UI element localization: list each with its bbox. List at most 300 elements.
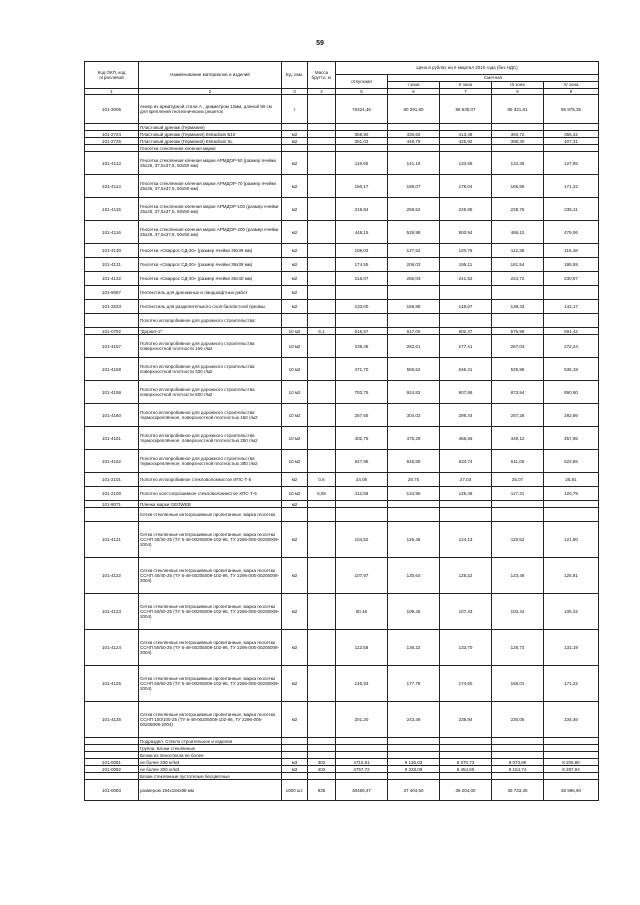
row-code: 101-4131 xyxy=(85,258,139,272)
row-code: 101-4158 xyxy=(85,358,139,381)
row-code xyxy=(85,508,139,522)
row-price-zone4 xyxy=(544,124,599,131)
row-price-zone3: 224,72 xyxy=(492,272,544,286)
row-mass xyxy=(308,145,336,152)
header-release: отпускная xyxy=(336,75,388,89)
table-row xyxy=(85,258,599,272)
row-name: Пластовый дренаж (Германия) Enkadrain B10 xyxy=(139,131,282,138)
row-code: 101-2725 xyxy=(85,138,139,145)
row-name: не более 200 кг/м3 xyxy=(139,759,282,766)
row-price-zone3: 873,94 xyxy=(492,381,544,404)
row-price-zone4: 171,22 xyxy=(544,175,599,198)
row-mass xyxy=(308,558,336,594)
row-price-zone3: 124,39 xyxy=(492,152,544,175)
row-name: Сетки стеклянные интегрошивные пропитанные, марка геосетки xyxy=(139,508,282,522)
row-price-zone2: 124,13 xyxy=(440,522,492,558)
row-code: 101-4123 xyxy=(85,594,139,630)
row-code xyxy=(85,738,139,745)
table-row xyxy=(85,508,599,522)
row-price-zone1 xyxy=(388,286,440,300)
row-name: Геотекстиль для дренажных и ландшафтных работ xyxy=(139,286,282,300)
header-zone: II зона xyxy=(440,82,492,89)
row-mass xyxy=(308,450,336,473)
row-price-release: 783,75 xyxy=(336,381,388,404)
row-price-zone1: 126,48 xyxy=(388,522,440,558)
row-code: 101-0083 xyxy=(85,780,139,801)
row-price-zone2: 195,11 xyxy=(440,258,492,272)
row-mass xyxy=(308,630,336,666)
table-row xyxy=(85,145,599,152)
price-table xyxy=(84,61,599,801)
row-price-zone1: 259,62 xyxy=(388,198,440,221)
row-unit: м2 xyxy=(282,522,308,558)
row-name: Сетки стеклянные интегрошивные пропитанные, марка геосетки ССНП 30/30-25 (ТУ 6-48-00205009-102-96, ТУ 2296-005-00205009-2004) xyxy=(139,522,282,558)
row-price-release xyxy=(336,286,388,300)
row-price-zone1: 924,82 xyxy=(388,381,440,404)
row-price-release: 108,03 xyxy=(336,244,388,258)
row-unit xyxy=(282,738,308,745)
row-mass: 935 xyxy=(308,780,336,801)
row-unit xyxy=(282,508,308,522)
row-price-zone1: 109,45 xyxy=(388,594,440,630)
column-index: 9 xyxy=(544,89,599,95)
row-price-zone1: 156,99 xyxy=(388,300,440,314)
table-row xyxy=(85,300,599,314)
row-mass xyxy=(308,666,336,702)
row-name: Сетки стеклянные интегрошивные пропитанные, марка геосетки ССНП 60/60-25 (ТУ 6-48-00205009-102-96, ТУ 2296-005-00205009-2004) xyxy=(139,666,282,702)
header-name: Наименование материалов и изделий xyxy=(139,62,282,89)
row-unit: м2 xyxy=(282,198,308,221)
row-price-release: 104,52 xyxy=(336,522,388,558)
row-price-zone3 xyxy=(492,124,544,131)
row-price-zone1 xyxy=(388,508,440,522)
row-price-zone2 xyxy=(440,501,492,508)
row-price-zone4 xyxy=(544,508,599,522)
row-unit: 10 м2 xyxy=(282,328,308,335)
row-unit: м2 xyxy=(282,138,308,145)
row-price-release: 112,58 xyxy=(336,487,388,501)
row-price-release: 448,15 xyxy=(336,221,388,244)
row-price-release xyxy=(336,745,388,752)
row-unit: т xyxy=(282,95,308,124)
row-unit xyxy=(282,745,308,752)
table-row xyxy=(85,522,599,558)
row-price-zone1: 617,00 xyxy=(388,328,440,335)
row-price-release xyxy=(336,773,388,780)
row-price-zone2 xyxy=(440,124,492,131)
row-price-zone1: 528,98 xyxy=(388,221,440,244)
row-name: Анкер из арматурной стали А , диаметром 12мм, длиной 90 см для крепления геотехнических решеток xyxy=(139,95,282,124)
row-price-zone4: 142,17 xyxy=(544,300,599,314)
row-price-zone4: 127,85 xyxy=(544,152,599,175)
row-unit: м3 xyxy=(282,766,308,773)
row-name: Подраздел. Стекло строительное и изделия xyxy=(139,738,282,745)
row-price-zone3 xyxy=(492,752,544,759)
row-price-release: 24,06 xyxy=(336,473,388,487)
row-price-release: 471,70 xyxy=(336,358,388,381)
row-price-zone3: 394,72 xyxy=(492,131,544,138)
row-mass xyxy=(308,198,336,221)
row-unit: м2 xyxy=(282,272,308,286)
row-unit: м2 xyxy=(282,131,308,138)
row-mass xyxy=(308,508,336,522)
row-price-release xyxy=(336,508,388,522)
row-unit: м2 xyxy=(282,175,308,198)
row-price-zone1: 449,78 xyxy=(388,138,440,145)
row-price-zone4: 120,79 xyxy=(544,487,599,501)
row-code: 101-2724 xyxy=(85,131,139,138)
row-price-zone4: 292,86 xyxy=(544,404,599,427)
row-price-zone2: 179,04 xyxy=(440,175,492,198)
row-unit: 10 м2 xyxy=(282,450,308,473)
row-price-release: 381,03 xyxy=(336,138,388,145)
row-mass xyxy=(308,358,336,381)
row-mass xyxy=(308,522,336,558)
row-price-zone2 xyxy=(440,745,492,752)
row-price-zone1: 304,02 xyxy=(388,404,440,427)
row-price-zone1: 646,59 xyxy=(388,450,440,473)
row-mass xyxy=(308,300,336,314)
row-price-zone4: 8 287,94 xyxy=(544,766,599,773)
row-mass xyxy=(308,152,336,175)
row-name: Полотно иглопробивное для дорожного строительства поверхностной плотности 330 г/м2 xyxy=(139,358,282,381)
column-index: 1 xyxy=(85,89,139,95)
table-row xyxy=(85,487,599,501)
row-unit: м2 xyxy=(282,702,308,738)
row-price-zone4 xyxy=(544,145,599,152)
header-mass: Масса брутто, кг xyxy=(308,62,336,89)
row-code: 101-0081 xyxy=(85,759,139,766)
row-price-zone2: 425,92 xyxy=(440,138,492,145)
table-row xyxy=(85,381,599,404)
row-price-zone3 xyxy=(492,314,544,328)
table-header xyxy=(85,62,599,95)
row-mass: 0,6 xyxy=(308,473,336,487)
row-mass xyxy=(308,702,336,738)
row-price-zone3: 8 073,89 xyxy=(492,759,544,766)
row-price-zone4: 890,90 xyxy=(544,381,599,404)
row-name: Блоки стеклянные пустотелые бесцветные xyxy=(139,773,282,780)
table-row xyxy=(85,314,599,328)
row-code: 101-4162 xyxy=(85,450,139,473)
row-price-zone1: 9 136,03 xyxy=(388,759,440,766)
row-mass xyxy=(308,381,336,404)
table-row xyxy=(85,501,599,508)
row-name: Геосетка «Сваpрос СД-20» (размер ячейки 39х39 мм) xyxy=(139,244,282,258)
table-row xyxy=(85,124,599,131)
row-price-zone2: 500,94 xyxy=(440,221,492,244)
row-unit: 10 м2 xyxy=(282,487,308,501)
row-code xyxy=(85,773,139,780)
row-price-zone1: 243,49 xyxy=(388,702,440,738)
row-price-zone2 xyxy=(440,508,492,522)
row-price-zone1: 189,07 xyxy=(388,175,440,198)
row-price-zone4: 8 205,86 xyxy=(544,759,599,766)
row-price-zone3 xyxy=(492,145,544,152)
row-mass xyxy=(308,594,336,630)
table-row xyxy=(85,138,599,145)
row-price-zone2: 602,47 xyxy=(440,328,492,335)
row-code xyxy=(85,745,139,752)
row-price-zone3: 123,46 xyxy=(492,558,544,594)
row-name: Геосетка «Сваpрос СД-40» (размер ячейки 35х40 мм) xyxy=(139,272,282,286)
table-row xyxy=(85,666,599,702)
row-name: Геосетка «Сваpрос СД-30» (размер ячейки 39х39 мм) xyxy=(139,258,282,272)
row-code xyxy=(85,314,139,328)
row-unit: м3 xyxy=(282,759,308,766)
row-name: Блоки из пеностекла не более xyxy=(139,752,282,759)
row-code: 101-2101 xyxy=(85,473,139,487)
row-price-zone2 xyxy=(440,773,492,780)
row-code: 101-4124 xyxy=(85,630,139,666)
row-price-zone4: 105,42 xyxy=(544,594,599,630)
row-price-zone2: 148,67 xyxy=(440,300,492,314)
row-price-zone1: 136,22 xyxy=(388,630,440,666)
row-mass xyxy=(308,314,336,328)
row-mass xyxy=(308,738,336,745)
row-price-zone3: 611,00 xyxy=(492,450,544,473)
row-price-zone2: 241,52 xyxy=(440,272,492,286)
row-mass xyxy=(308,427,336,450)
row-price-zone2: 107,43 xyxy=(440,594,492,630)
row-price-zone2: 466,56 xyxy=(440,427,492,450)
row-code: 101-4125 xyxy=(85,666,139,702)
row-price-zone2: 125,49 xyxy=(440,487,492,501)
row-price-zone2: 634,74 xyxy=(440,450,492,473)
row-price-zone3: 267,04 xyxy=(492,335,544,358)
row-price-release: 146,93 xyxy=(336,666,388,702)
header-zone: III зона xyxy=(492,82,544,89)
row-price-zone1 xyxy=(388,501,440,508)
row-mass xyxy=(308,124,336,131)
row-price-release: 402,76 xyxy=(336,427,388,450)
table-row xyxy=(85,198,599,221)
row-price-zone3: 103,44 xyxy=(492,594,544,630)
row-name: Сетки стеклянные интегрошивные пропитанные, марка геосетки ССНП 50/50-25 (ТУ 6-48-00205009-102-96, ТУ 2296-005-00205009-2004) xyxy=(139,630,282,666)
header-price-group: Цена в рублях на II квартал 2015 года (без НДС) xyxy=(336,62,599,75)
row-price-zone4: 272,24 xyxy=(544,335,599,358)
row-price-zone4: 171,22 xyxy=(544,666,599,702)
row-unit: м2 xyxy=(282,152,308,175)
row-name: Геотекстиль для разделительного слоя балластной призмы xyxy=(139,300,282,314)
row-name: Сетки стеклянные интегрошивные пропитанные, марка геосетки ССНП 100/100-25 (ТУ 6-48-00205009-102-96, ТУ 2296-005-00205009-2004) xyxy=(139,702,282,738)
row-price-release xyxy=(336,145,388,152)
row-price-zone2: 298,44 xyxy=(440,404,492,427)
table-row xyxy=(85,272,599,286)
row-price-zone2: 133,70 xyxy=(440,630,492,666)
row-price-release: 160,17 xyxy=(336,175,388,198)
row-price-zone1: 282,61 xyxy=(388,335,440,358)
row-price-zone3 xyxy=(492,286,544,300)
row-price-zone2: 27,03 xyxy=(440,473,492,487)
row-unit: 10 м2 xyxy=(282,404,308,427)
row-price-zone4: 591,42 xyxy=(544,328,599,335)
table-row xyxy=(85,594,599,630)
row-price-zone1: 430,62 xyxy=(388,131,440,138)
row-price-release: 4757,72 xyxy=(336,766,388,773)
row-price-zone1: 255,04 xyxy=(388,272,440,286)
row-price-zone4: 35 986,90 xyxy=(544,780,599,801)
row-mass: 302 xyxy=(308,759,336,766)
row-price-zone1: 134,96 xyxy=(388,487,440,501)
row-mass xyxy=(308,404,336,427)
row-unit: м2 xyxy=(282,258,308,272)
row-price-zone4 xyxy=(544,745,599,752)
row-name: Геосетка стеклянная клееная марки АРМДОР-70 (размер ячейки 25х25, 37,5х37,5, 50х50 мм) xyxy=(139,175,282,198)
row-price-zone3 xyxy=(492,745,544,752)
row-price-release xyxy=(336,738,388,745)
row-price-zone2: 413,48 xyxy=(440,131,492,138)
row-price-zone2: 128,22 xyxy=(440,558,492,594)
row-price-zone3: 168,01 xyxy=(492,666,544,702)
row-name: Сетки стеклянные интегрошивные пропитанные, марка геосетки ССНП 50/50-25 (ТУ 6-48-00205009-102-96, ТУ 2296-005-00205009-2004) xyxy=(139,594,282,630)
row-price-zone1 xyxy=(388,738,440,745)
row-price-zone3: 86 321,61 xyxy=(492,95,544,124)
row-name: Полотно иглопробивное для дорожного строительства термоскреплённое, поверхностной плотностью 380 г/м2 xyxy=(139,450,282,473)
row-code: 101-4157 xyxy=(85,335,139,358)
row-price-release xyxy=(336,752,388,759)
row-price-zone3 xyxy=(492,501,544,508)
row-price-zone2: 8 454,60 xyxy=(440,766,492,773)
row-mass xyxy=(308,244,336,258)
table-row xyxy=(85,358,599,381)
row-price-zone2 xyxy=(440,314,492,328)
row-price-zone4: 186,59 xyxy=(544,258,599,272)
row-unit xyxy=(282,145,308,152)
row-code: 101-9071 xyxy=(85,501,139,508)
table-row xyxy=(85,175,599,198)
row-mass xyxy=(308,95,336,124)
row-mass xyxy=(308,258,336,272)
row-unit: м2 xyxy=(282,473,308,487)
table-row xyxy=(85,630,599,666)
row-price-zone4: 125,81 xyxy=(544,558,599,594)
row-unit: 10 м2 xyxy=(282,335,308,358)
row-price-release xyxy=(336,124,388,131)
row-unit: 10 м2 xyxy=(282,358,308,381)
row-price-zone1 xyxy=(388,773,440,780)
row-price-zone4: 115,48 xyxy=(544,244,599,258)
row-price-zone2 xyxy=(440,286,492,300)
header-unit: Ед. изм. xyxy=(282,62,308,89)
row-name: Геосетка стеклянная клееная марки xyxy=(139,145,282,152)
row-mass xyxy=(308,745,336,752)
row-price-zone2 xyxy=(440,145,492,152)
row-name: Полотно иглопробивное для дорожного строительства термоскреплённое, поверхностной плотностью 160 г/м2 xyxy=(139,404,282,427)
column-index: 3 xyxy=(282,89,308,95)
row-price-zone2 xyxy=(440,752,492,759)
table-row xyxy=(85,752,599,759)
row-price-zone3: 166,59 xyxy=(492,175,544,198)
row-price-release: 4710,61 xyxy=(336,759,388,766)
header-code: Код ОКП, код отраслевой xyxy=(85,62,139,89)
row-code: 101-0792 xyxy=(85,328,139,335)
row-price-zone2: 36 204,00 xyxy=(440,780,492,801)
row-price-zone1: 556,62 xyxy=(388,358,440,381)
column-index: 4 xyxy=(308,89,336,95)
row-mass xyxy=(308,221,336,244)
row-code: 101-4159 xyxy=(85,381,139,404)
row-price-release xyxy=(336,314,388,328)
row-price-release xyxy=(336,501,388,508)
table-row xyxy=(85,404,599,427)
table-row xyxy=(85,702,599,738)
row-code xyxy=(85,124,139,131)
row-unit: 10 м2 xyxy=(282,427,308,450)
table-row xyxy=(85,773,599,780)
row-price-zone1: 28,75 xyxy=(388,473,440,487)
row-name: Полотно иглопробивное стекловолокнистое ИПС-Т-5 xyxy=(139,473,282,487)
row-code: 101-2100 xyxy=(85,487,139,501)
row-price-zone2: 120,76 xyxy=(440,244,492,258)
row-mass xyxy=(308,272,336,286)
row-unit: м2 xyxy=(282,666,308,702)
row-price-release: 239,49 xyxy=(336,335,388,358)
table-body xyxy=(85,95,599,801)
row-price-zone2: 8 370,73 xyxy=(440,759,492,766)
row-price-zone4 xyxy=(544,501,599,508)
row-price-zone1: 177,78 xyxy=(388,666,440,702)
row-unit: 1000 шт. xyxy=(282,780,308,801)
row-price-zone4: 230,97 xyxy=(544,272,599,286)
row-name: Геосетка стеклянная клееная марки АРМДОР-200 (размер ячейки 25х25, 37,5х37,5, 50х50 мм) xyxy=(139,221,282,244)
row-code xyxy=(85,145,139,152)
row-price-zone4: 536,19 xyxy=(544,358,599,381)
row-price-release: 90,46 xyxy=(336,594,388,630)
row-price-zone4: 457,86 xyxy=(544,427,599,450)
row-mass: 5,05 xyxy=(308,487,336,501)
row-price-zone1: 130,64 xyxy=(388,558,440,594)
row-unit: м2 xyxy=(282,594,308,630)
row-price-zone2: 546,41 xyxy=(440,358,492,381)
table-row xyxy=(85,780,599,801)
row-price-zone3: 466,10 xyxy=(492,221,544,244)
row-unit: м2 xyxy=(282,300,308,314)
row-price-release: 133,00 xyxy=(336,300,388,314)
row-code: 101-9087 xyxy=(85,286,139,300)
row-mass xyxy=(308,286,336,300)
row-price-zone1 xyxy=(388,124,440,131)
column-index: 5 xyxy=(336,89,388,95)
row-mass xyxy=(308,175,336,198)
row-price-release: 174,55 xyxy=(336,258,388,272)
row-price-release: 216,07 xyxy=(336,272,388,286)
column-index: 7 xyxy=(440,89,492,95)
row-price-zone1: 127,52 xyxy=(388,244,440,258)
row-unit xyxy=(282,314,308,328)
row-price-zone2 xyxy=(440,738,492,745)
row-price-zone4 xyxy=(544,773,599,780)
row-price-zone3: 8 154,74 xyxy=(492,766,544,773)
table-row xyxy=(85,427,599,450)
row-price-zone3: 449,12 xyxy=(492,427,544,450)
row-price-zone2: 174,50 xyxy=(440,666,492,702)
column-index: 8 xyxy=(492,89,544,95)
row-code: 101-4130 xyxy=(85,244,139,258)
row-name: не более 300 кг/м3 xyxy=(139,766,282,773)
row-mass xyxy=(308,131,336,138)
row-price-zone2: 277,41 xyxy=(440,335,492,358)
table-row xyxy=(85,558,599,594)
column-index: 6 xyxy=(388,89,440,95)
row-price-zone4 xyxy=(544,314,599,328)
row-code: 101-4132 xyxy=(85,272,139,286)
header-zone: I зона xyxy=(388,82,440,89)
row-price-zone4: 86 978,35 xyxy=(544,95,599,124)
row-unit: м2 xyxy=(282,244,308,258)
table-row xyxy=(85,738,599,745)
row-price-zone3: 112,36 xyxy=(492,244,544,258)
